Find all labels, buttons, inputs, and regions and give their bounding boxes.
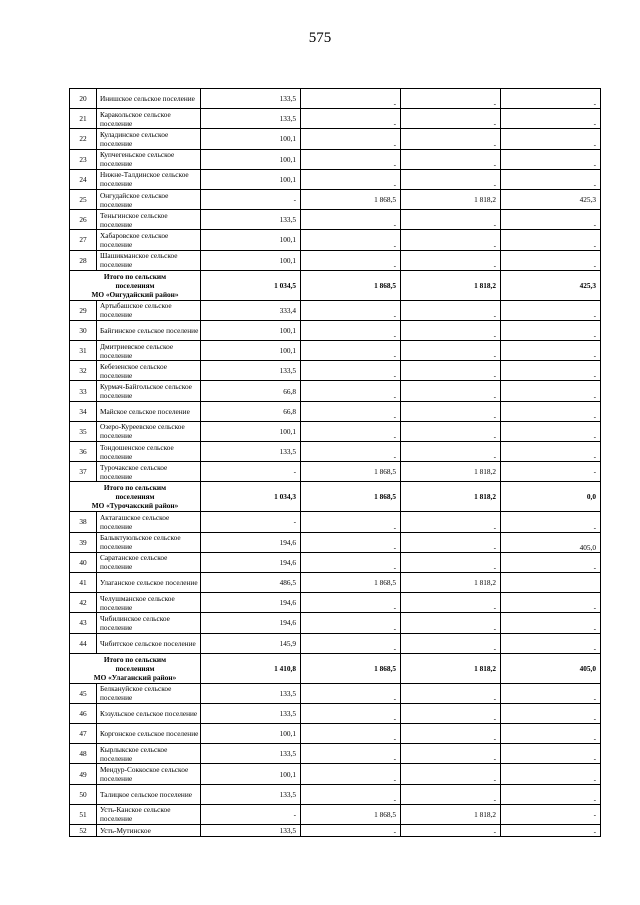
table-row: [70, 532, 601, 552]
value-cell: -: [401, 421, 501, 441]
row-number: 31: [70, 341, 97, 361]
settlement-name: Хабаровское сельское поселение: [97, 230, 201, 250]
value-cell: -: [301, 633, 401, 653]
value-cell: -: [401, 532, 501, 552]
table-row: [70, 512, 601, 532]
subtotal-label-line: поселениям: [115, 663, 155, 673]
value-cell: 1 818,2: [401, 572, 501, 592]
value-cell: 133,5: [201, 442, 301, 462]
value-cell: -: [501, 421, 601, 441]
table-row: [70, 683, 601, 703]
row-number: 50: [70, 784, 97, 804]
value-cell: -: [401, 633, 501, 653]
value-cell: -: [301, 250, 401, 270]
value-cell: -: [401, 552, 501, 572]
value-cell: -: [301, 825, 401, 837]
row-number: 47: [70, 724, 97, 744]
row-number: 35: [70, 421, 97, 441]
table-row: [70, 250, 601, 270]
settlement-name: Артыбашское сельское поселение: [97, 300, 201, 320]
subtotal-label-line: Итого по сельским: [103, 654, 167, 664]
subtotal-row: [70, 482, 601, 512]
settlement-name: Талицкое сельское поселение: [97, 784, 201, 804]
value-cell: -: [501, 552, 601, 572]
settlement-name: Курмач-Байгольское сельское поселение: [97, 381, 201, 401]
value-cell: -: [501, 633, 601, 653]
table-row: [70, 89, 601, 109]
value-cell: -: [501, 109, 601, 129]
subtotal-value: 1 410,8: [201, 653, 301, 683]
settlement-name: Актагашское сельское поселение: [97, 512, 201, 532]
value-cell: -: [301, 300, 401, 320]
value-cell: 100,1: [201, 341, 301, 361]
row-number: 52: [70, 825, 97, 837]
value-cell: -: [501, 784, 601, 804]
subtotal-value: 1 868,5: [301, 482, 401, 512]
table-row: [70, 703, 601, 723]
value-cell: -: [501, 593, 601, 613]
value-cell: -: [301, 552, 401, 572]
row-number: 45: [70, 683, 97, 703]
row-number: 38: [70, 512, 97, 532]
value-cell: 100,1: [201, 320, 301, 340]
value-cell: -: [301, 341, 401, 361]
value-cell: 1 818,2: [401, 189, 501, 209]
table-row: [70, 633, 601, 653]
settlement-name: Кырлыкское сельское поселение: [97, 744, 201, 764]
value-cell: 333,4: [201, 300, 301, 320]
table-row: [70, 764, 601, 784]
budget-table: [69, 88, 601, 837]
value-cell: -: [401, 341, 501, 361]
value-cell: -: [401, 825, 501, 837]
row-number: 20: [70, 89, 97, 109]
value-cell: -: [501, 149, 601, 169]
table-row: [70, 230, 601, 250]
subtotal-value: 1 034,5: [201, 270, 301, 300]
table-row: [70, 129, 601, 149]
settlement-name: Теньгинское сельское поселение: [97, 210, 201, 230]
value-cell: -: [501, 320, 601, 340]
value-cell: -: [401, 320, 501, 340]
value-cell: -: [301, 129, 401, 149]
subtotal-label-line: поселениям: [115, 280, 155, 290]
value-cell: -: [501, 401, 601, 421]
subtotal-value: 1 818,2: [401, 270, 501, 300]
row-number: 42: [70, 593, 97, 613]
page-number: 575: [308, 30, 332, 46]
row-number: 51: [70, 804, 97, 824]
value-cell: -: [401, 613, 501, 633]
value-cell: -: [501, 300, 601, 320]
value-cell: -: [301, 724, 401, 744]
value-cell: 1 868,5: [301, 572, 401, 592]
row-number: 21: [70, 109, 97, 129]
row-number: 36: [70, 442, 97, 462]
row-number: 24: [70, 169, 97, 189]
subtotal-row: [70, 653, 601, 683]
subtotal-label: [70, 270, 201, 300]
value-cell: 425,3: [501, 189, 601, 209]
row-number: 48: [70, 744, 97, 764]
value-cell: -: [501, 361, 601, 381]
table-row: [70, 109, 601, 129]
settlement-name: Саратанское сельское поселение: [97, 552, 201, 572]
value-cell: -: [401, 784, 501, 804]
row-number: 44: [70, 633, 97, 653]
value-cell: -: [201, 804, 301, 824]
value-cell: -: [301, 421, 401, 441]
value-cell: -: [301, 512, 401, 532]
settlement-name: Мендур-Соккоское сельское поселение: [97, 764, 201, 784]
row-number: 25: [70, 189, 97, 209]
value-cell: -: [501, 512, 601, 532]
row-number: 30: [70, 320, 97, 340]
value-cell: 100,1: [201, 421, 301, 441]
row-number: 29: [70, 300, 97, 320]
value-cell: [501, 572, 601, 592]
settlement-name: Озеро-Куреевское сельское поселение: [97, 421, 201, 441]
value-cell: -: [401, 109, 501, 129]
value-cell: -: [301, 109, 401, 129]
settlement-name: Белкануйское сельское поселение: [97, 683, 201, 703]
subtotal-value: 425,3: [501, 270, 601, 300]
subtotal-value: 1 868,5: [301, 653, 401, 683]
table-row: [70, 593, 601, 613]
value-cell: 1 818,2: [401, 462, 501, 482]
table-row: [70, 210, 601, 230]
value-cell: -: [401, 744, 501, 764]
settlement-name: Инишское сельское поселение: [97, 89, 201, 109]
settlement-name: Усть-Канское сельское поселение: [97, 804, 201, 824]
table-row: [70, 784, 601, 804]
value-cell: -: [401, 442, 501, 462]
value-cell: 66,8: [201, 381, 301, 401]
value-cell: 486,5: [201, 572, 301, 592]
value-cell: -: [301, 613, 401, 633]
settlement-name: Куладинское сельское поселение: [97, 129, 201, 149]
value-cell: -: [401, 230, 501, 250]
subtotal-value: 1 868,5: [301, 270, 401, 300]
settlement-name: Коргонское сельское поселение: [97, 724, 201, 744]
value-cell: -: [301, 210, 401, 230]
settlement-name: Шашикманское сельское поселение: [97, 250, 201, 270]
subtotal-label: [70, 482, 201, 512]
value-cell: -: [301, 361, 401, 381]
table-row: [70, 744, 601, 764]
value-cell: -: [301, 230, 401, 250]
table-row: [70, 613, 601, 633]
value-cell: -: [401, 593, 501, 613]
value-cell: -: [401, 129, 501, 149]
settlement-name: Чибитское сельское поселение: [97, 633, 201, 653]
value-cell: -: [301, 593, 401, 613]
value-cell: -: [401, 724, 501, 744]
subtotal-value: 405,0: [501, 653, 601, 683]
value-cell: 133,5: [201, 89, 301, 109]
subtotal-value: 0,0: [501, 482, 601, 512]
value-cell: 100,1: [201, 230, 301, 250]
subtotal-label-line: МО «Турочакский район»: [91, 501, 179, 511]
value-cell: -: [401, 703, 501, 723]
row-number: 27: [70, 230, 97, 250]
value-cell: -: [201, 189, 301, 209]
settlement-name: Кебезенское сельское поселение: [97, 361, 201, 381]
subtotal-label: [70, 653, 201, 683]
row-number: 37: [70, 462, 97, 482]
value-cell: 100,1: [201, 724, 301, 744]
table-row: [70, 421, 601, 441]
value-cell: -: [501, 89, 601, 109]
settlement-name: Турочакское сельское поселение: [97, 462, 201, 482]
value-cell: -: [501, 825, 601, 837]
row-number: 39: [70, 532, 97, 552]
value-cell: -: [501, 250, 601, 270]
row-number: 32: [70, 361, 97, 381]
table-row: [70, 300, 601, 320]
value-cell: -: [501, 381, 601, 401]
table-row: [70, 572, 601, 592]
table-row: [70, 804, 601, 824]
value-cell: 1 868,5: [301, 804, 401, 824]
value-cell: 66,8: [201, 401, 301, 421]
value-cell: 1 818,2: [401, 804, 501, 824]
value-cell: -: [201, 462, 301, 482]
table-row: [70, 401, 601, 421]
table-row: [70, 724, 601, 744]
value-cell: -: [501, 703, 601, 723]
row-number: 41: [70, 572, 97, 592]
row-number: 49: [70, 764, 97, 784]
value-cell: -: [401, 361, 501, 381]
value-cell: -: [401, 300, 501, 320]
subtotal-value: 1 034,3: [201, 482, 301, 512]
table-row: [70, 552, 601, 572]
value-cell: -: [301, 320, 401, 340]
value-cell: -: [501, 744, 601, 764]
settlement-name: Байгинское сельское поселение: [97, 320, 201, 340]
value-cell: -: [301, 744, 401, 764]
value-cell: -: [301, 89, 401, 109]
value-cell: 133,5: [201, 703, 301, 723]
settlement-name: Тондошенское сельское поселение: [97, 442, 201, 462]
value-cell: -: [501, 169, 601, 189]
row-number: 33: [70, 381, 97, 401]
value-cell: -: [501, 804, 601, 824]
subtotal-value: 1 818,2: [401, 482, 501, 512]
subtotal-label-line: Итого по сельским: [103, 271, 167, 281]
value-cell: -: [301, 532, 401, 552]
value-cell: 133,5: [201, 825, 301, 837]
value-cell: -: [401, 512, 501, 532]
settlement-name: Балыктуюльское сельское поселение: [97, 532, 201, 552]
value-cell: 1 868,5: [301, 189, 401, 209]
value-cell: -: [301, 401, 401, 421]
table-row: [70, 149, 601, 169]
row-number: 22: [70, 129, 97, 149]
value-cell: 1 868,5: [301, 462, 401, 482]
settlement-name: Нижне-Талдинское сельское поселение: [97, 169, 201, 189]
value-cell: -: [401, 149, 501, 169]
value-cell: -: [301, 169, 401, 189]
value-cell: 194,6: [201, 532, 301, 552]
value-cell: 145,9: [201, 633, 301, 653]
subtotal-value: 1 818,2: [401, 653, 501, 683]
table-row: [70, 361, 601, 381]
value-cell: -: [301, 442, 401, 462]
value-cell: -: [301, 149, 401, 169]
value-cell: 100,1: [201, 169, 301, 189]
table-row: [70, 169, 601, 189]
subtotal-label-line: МО «Улаганский район»: [93, 672, 177, 682]
value-cell: -: [501, 210, 601, 230]
value-cell: -: [501, 724, 601, 744]
value-cell: -: [301, 784, 401, 804]
value-cell: -: [501, 613, 601, 633]
value-cell: -: [401, 381, 501, 401]
value-cell: 133,5: [201, 744, 301, 764]
row-number: 28: [70, 250, 97, 270]
value-cell: -: [401, 764, 501, 784]
settlement-name: Каракольское сельское поселение: [97, 109, 201, 129]
value-cell: 405,0: [501, 532, 601, 552]
subtotal-row: [70, 270, 601, 300]
value-cell: 100,1: [201, 250, 301, 270]
table-row: [70, 442, 601, 462]
settlement-name: Кэзульское сельское поселение: [97, 703, 201, 723]
value-cell: -: [401, 401, 501, 421]
settlement-name: Купчегеньское сельское поселение: [97, 149, 201, 169]
value-cell: -: [201, 512, 301, 532]
settlement-name: Усть-Мутинское: [97, 825, 201, 837]
row-number: 23: [70, 149, 97, 169]
value-cell: -: [301, 683, 401, 703]
value-cell: -: [301, 764, 401, 784]
value-cell: -: [501, 230, 601, 250]
table-row: [70, 462, 601, 482]
value-cell: -: [501, 442, 601, 462]
subtotal-label-line: МО «Онгудайский район»: [91, 289, 179, 299]
value-cell: 194,6: [201, 613, 301, 633]
value-cell: -: [401, 210, 501, 230]
value-cell: -: [301, 381, 401, 401]
value-cell: -: [301, 703, 401, 723]
value-cell: -: [501, 341, 601, 361]
value-cell: 194,6: [201, 593, 301, 613]
settlement-name: Онгудайское сельское поселение: [97, 189, 201, 209]
settlement-name: Дмитриевское сельское поселение: [97, 341, 201, 361]
value-cell: 133,5: [201, 784, 301, 804]
value-cell: -: [501, 683, 601, 703]
value-cell: -: [401, 169, 501, 189]
row-number: 40: [70, 552, 97, 572]
settlement-name: Улаганское сельское поселение: [97, 572, 201, 592]
value-cell: -: [401, 89, 501, 109]
settlement-name: Челушманское сельское поселение: [97, 593, 201, 613]
value-cell: 194,6: [201, 552, 301, 572]
table-row: [70, 825, 601, 837]
value-cell: -: [501, 129, 601, 149]
subtotal-label-line: поселениям: [115, 492, 155, 502]
value-cell: -: [501, 462, 601, 482]
row-number: 34: [70, 401, 97, 421]
settlement-name: Майское сельское поселение: [97, 401, 201, 421]
row-number: 43: [70, 613, 97, 633]
subtotal-label-line: Итого по сельским: [103, 483, 167, 493]
value-cell: 133,5: [201, 210, 301, 230]
row-number: 26: [70, 210, 97, 230]
value-cell: 100,1: [201, 764, 301, 784]
value-cell: 100,1: [201, 149, 301, 169]
row-number: 46: [70, 703, 97, 723]
settlement-name: Чибилинское сельское поселение: [97, 613, 201, 633]
value-cell: 133,5: [201, 683, 301, 703]
value-cell: 100,1: [201, 129, 301, 149]
table-row: [70, 381, 601, 401]
value-cell: 133,5: [201, 361, 301, 381]
table-row: [70, 189, 601, 209]
value-cell: 133,5: [201, 109, 301, 129]
table-row: [70, 320, 601, 340]
value-cell: -: [501, 764, 601, 784]
value-cell: -: [401, 683, 501, 703]
value-cell: -: [401, 250, 501, 270]
table-row: [70, 341, 601, 361]
